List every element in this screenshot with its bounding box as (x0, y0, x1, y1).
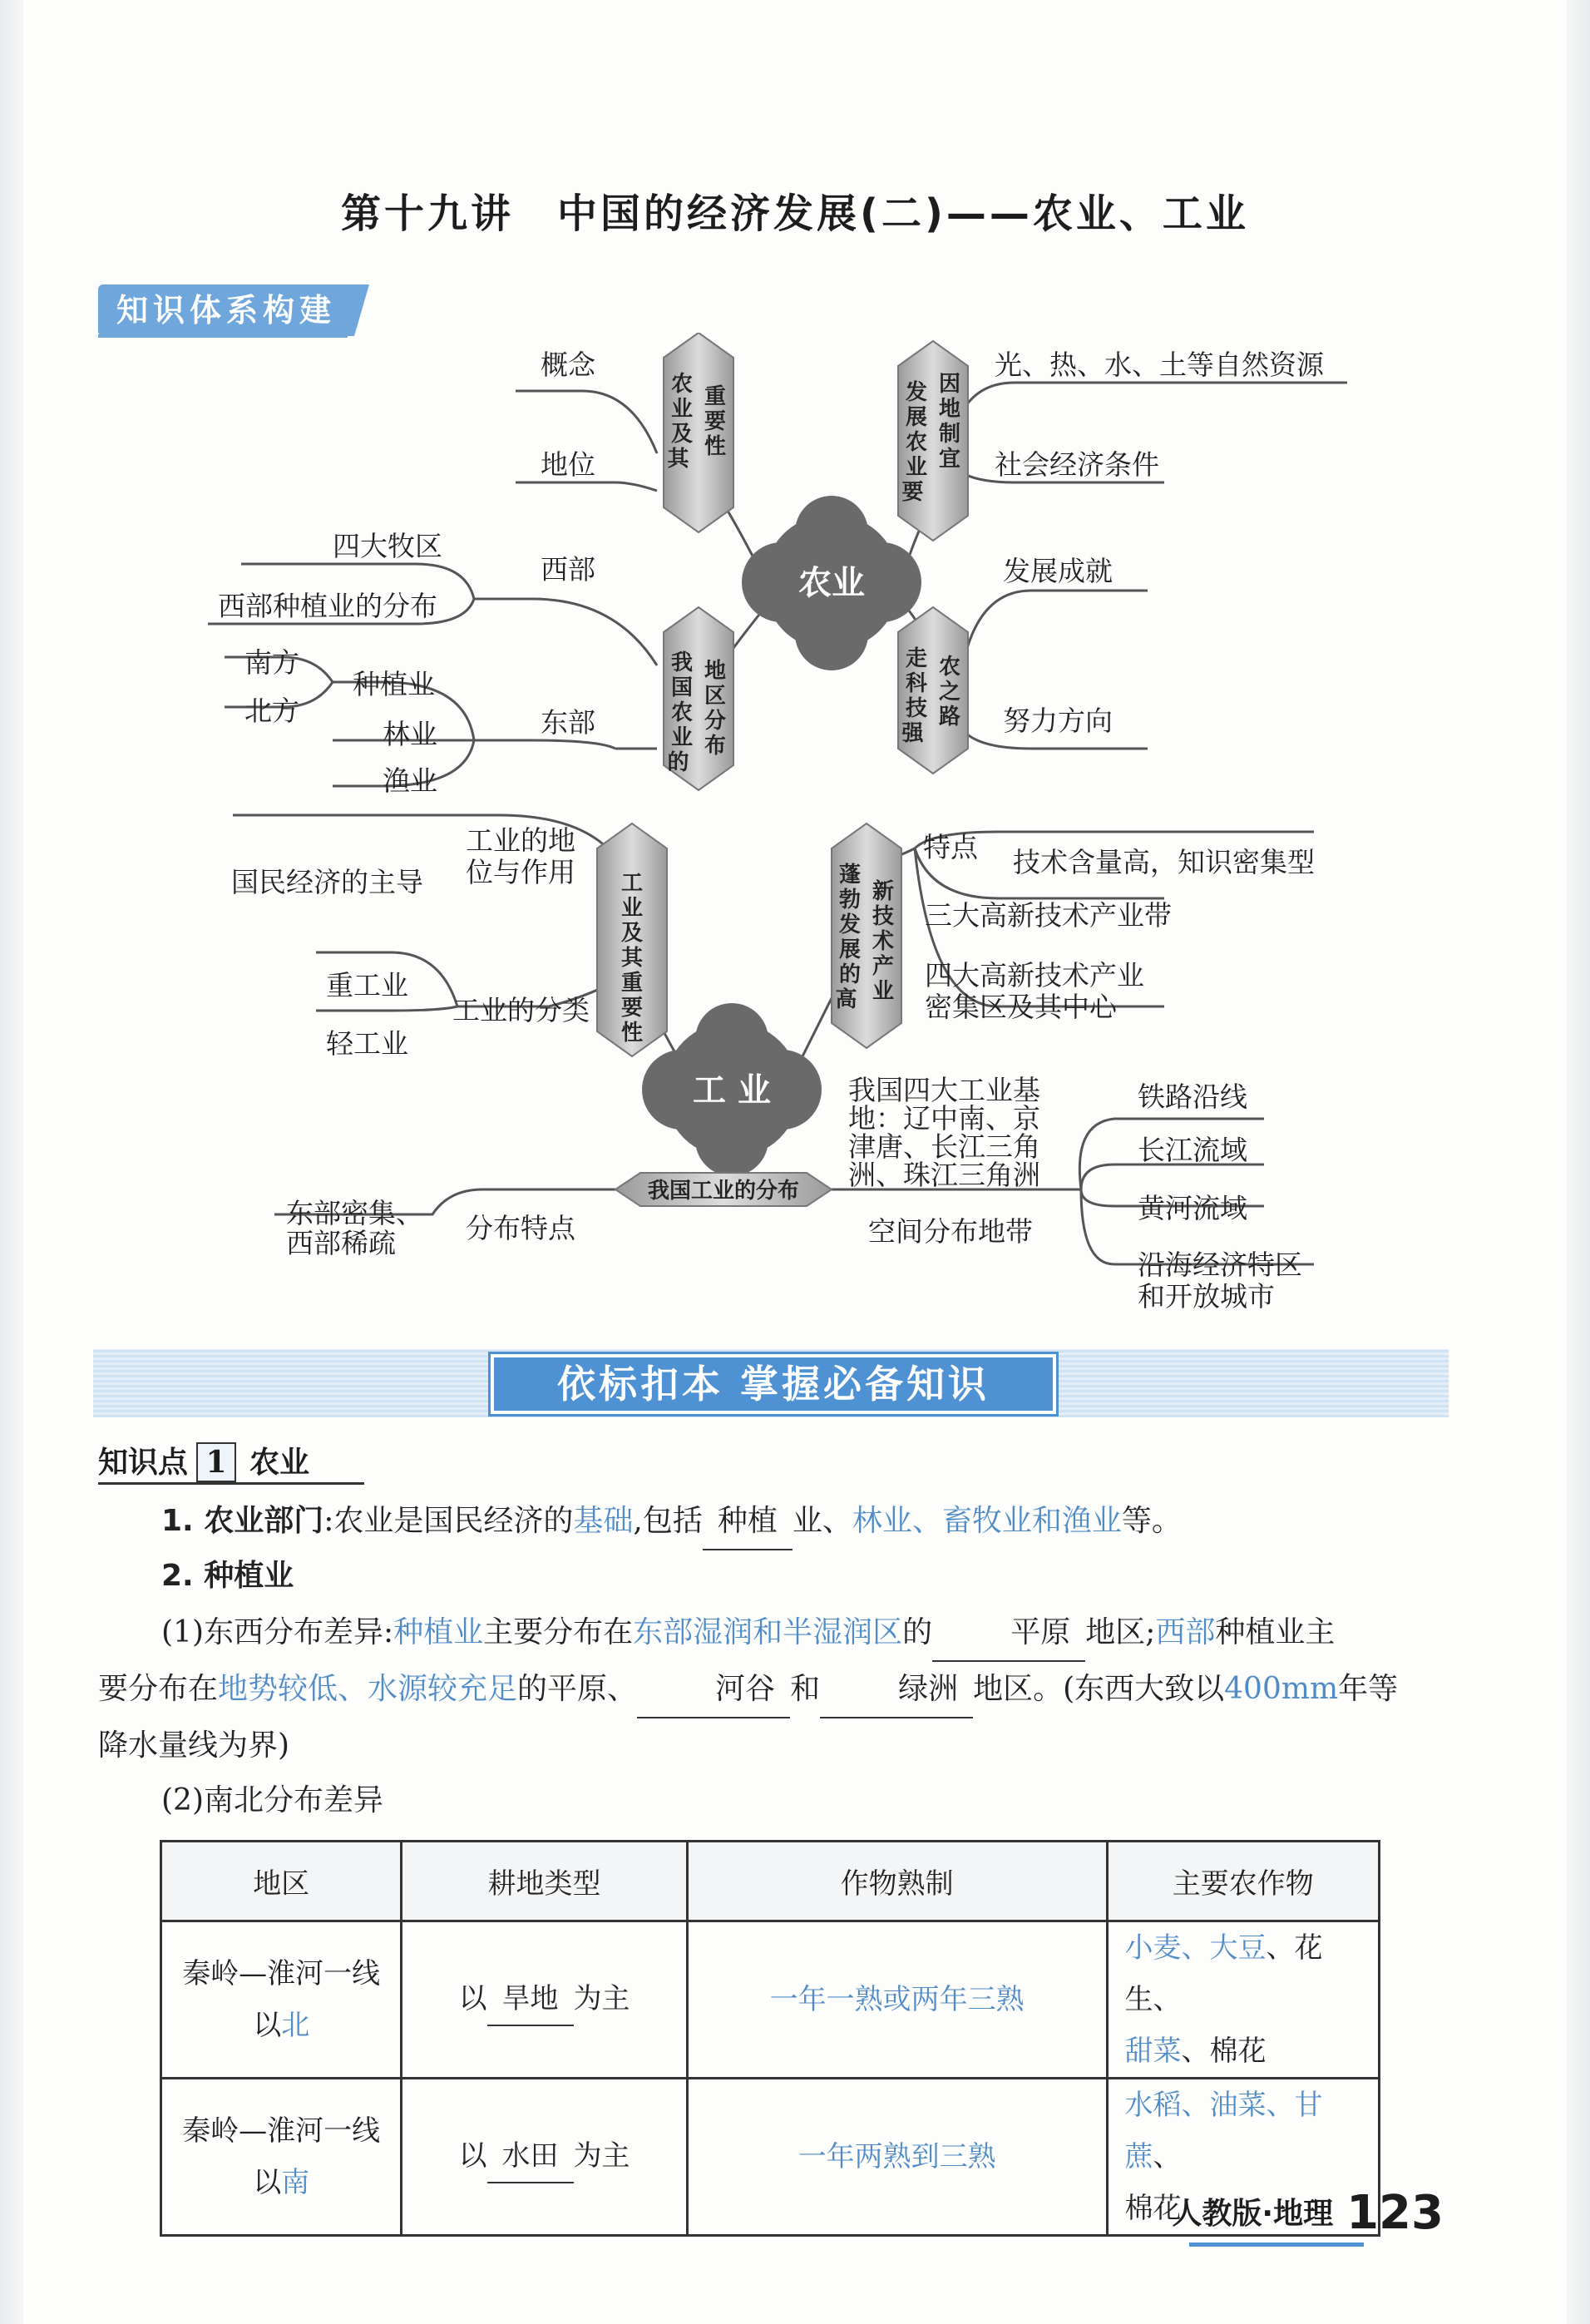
node-ind-dist (615, 1173, 832, 1206)
leaf-forestry: 林业 (383, 718, 437, 750)
leaf-concept: 概念 (541, 349, 595, 381)
node-agri-local-label: 发展农业要 因地制宜 (901, 372, 961, 505)
leaf-hitech-zones-2: 密集区及其中心 (925, 991, 1117, 1023)
p3-t10: 年等 (1338, 1672, 1399, 1706)
p3-t4: 地区; (1085, 1615, 1156, 1649)
node-agri-importance (664, 333, 733, 532)
page-number: 123 (1346, 2186, 1444, 2240)
node-agri-dist-label: 我国农业的 地区分布 (667, 650, 727, 775)
node-agri-tech (898, 607, 968, 774)
leaf-status: 地位 (541, 448, 595, 481)
p3-answer-1: 种植业 (393, 1615, 484, 1649)
p3-answer-2: 东部湿润和半湿润区 (633, 1615, 903, 1649)
leaf-hitech-feature-val: 技术含量高，知识密集型 (1013, 846, 1315, 878)
p3-blank-2: 河谷 (637, 1662, 790, 1718)
leaf-four-bases-4: 洲、珠江三角洲 (848, 1159, 1040, 1191)
cell-text: 棉花 (1124, 2192, 1182, 2225)
page-footer (1172, 2186, 1444, 2240)
ind-center-label: 工 业 (693, 1071, 771, 1110)
section-banner: 依标扣本 掌握必备知识 (491, 1354, 1056, 1414)
mind-map (0, 333, 1590, 1331)
footer-edition: 人教版·地理 (1172, 2197, 1334, 2231)
leaf-dist-feature-left-2: 西部稀疏 (286, 1227, 396, 1259)
p3-blank-3: 绿洲 (820, 1662, 973, 1718)
cell-text: 秦岭—淮河一线 (182, 1957, 381, 1990)
kp-number: 1 (196, 1442, 236, 1482)
table-cell-region (161, 2079, 402, 2236)
p1-answer-2: 林业、畜牧业和渔业 (852, 1504, 1122, 1538)
leaf-dist-feature-left-1: 东部密集、 (286, 1197, 423, 1229)
leaf-hitech-feature: 特点 (923, 831, 978, 863)
cell-text: 、 (1153, 2140, 1182, 2173)
leaf-railway: 铁路沿线 (1138, 1080, 1247, 1113)
p1-t2: ,包括 (633, 1504, 703, 1538)
leaf-natural-resources: 光、热、水、土等自然资源 (995, 349, 1324, 381)
p3-answer-3: 西部 (1155, 1615, 1216, 1649)
p3-t2: 主要分布在 (483, 1615, 634, 1649)
cell-blank: 水田 (487, 2130, 574, 2183)
node-agri-dist (664, 607, 733, 790)
p1-t1: :农业是国民经济的 (323, 1504, 574, 1538)
cell-text: 为主 (573, 2139, 630, 2173)
leaf-socioeconomic: 社会经济条件 (995, 448, 1159, 481)
p1-blank-1: 种植 (703, 1494, 793, 1550)
kp-underline (98, 1482, 364, 1485)
cell-text: 、花生、 (1124, 1931, 1323, 2016)
table-cell-land (402, 1921, 687, 2079)
p3-answer-5: 400mm (1224, 1672, 1339, 1706)
table-header: 作物熟制 (687, 1842, 1107, 1921)
table-cell-region (161, 1921, 402, 2079)
node-ind-importance-label: 工业及其重要性 (620, 871, 644, 1046)
leaf-space-belt: 空间分布地带 (868, 1215, 1033, 1248)
leaf-light: 轻工业 (326, 1027, 408, 1060)
leaf-west: 西部 (541, 553, 595, 586)
table-header-row (161, 1842, 1380, 1921)
p3-t1: (1)东西分布差异: (161, 1615, 394, 1649)
leaf-four-bases-2: 地：辽中南、京 (848, 1102, 1040, 1135)
leaf-ind-class: 工业的分类 (452, 994, 590, 1026)
paragraph-agri-sectors (98, 1494, 1454, 1550)
leaf-yangtze: 长江流域 (1138, 1134, 1247, 1166)
footer-underline (1189, 2242, 1364, 2247)
node-agri-tech-label: 走科技强 农之路 (901, 646, 961, 746)
p3-blank-1: 平原 (932, 1605, 1085, 1662)
leaf-west-crops: 西部种植业的分布 (218, 590, 437, 622)
p1-t4: 等。 (1121, 1504, 1182, 1538)
cell-text: 以 (253, 2009, 282, 2042)
p3-t3: 的 (902, 1615, 933, 1649)
leaf-heavy: 重工业 (326, 969, 408, 1001)
p4-t1: (2)南北分布差异 (161, 1783, 383, 1817)
cell-text: 秦岭—淮河一线 (182, 2114, 381, 2148)
kp-label: 知识点 (98, 1446, 189, 1480)
cell-blank: 旱地 (487, 1973, 574, 2026)
p2-head: 2. 种植业 (161, 1559, 294, 1593)
cell-answer: 甜菜 (1124, 2035, 1182, 2068)
cell-text: 、棉花 (1181, 2035, 1267, 2068)
agri-center-label: 农业 (798, 564, 865, 602)
node-agri-importance-label: 农业及其 重要性 (667, 372, 727, 472)
leaf-four-bases-1: 我国四大工业基 (848, 1074, 1040, 1106)
section-badge: 知识体系构建 (98, 284, 354, 336)
leaf-direction: 努力方向 (1003, 705, 1113, 737)
p3-t9: 地区。(东西大致以 (973, 1672, 1225, 1706)
page-title: 第十九讲 中国的经济发展(二)——农业、工业 (341, 190, 1249, 237)
north-south-table (160, 1840, 1380, 2237)
leaf-north: 北方 (244, 695, 299, 727)
table-cell-cropping: 一年一熟或两年三熟 (687, 1921, 1107, 2079)
leaf-zhongzhi: 种植业 (353, 668, 435, 700)
paragraph-north-south (98, 1773, 1454, 1828)
cell-text: 以 (458, 2139, 487, 2173)
table-cell-crops (1107, 1921, 1379, 2079)
p3-t7: 的平原、 (517, 1672, 638, 1706)
table-header: 耕地类型 (402, 1842, 687, 1921)
p3-t11: 降水量线为界) (98, 1728, 290, 1763)
cell-answer: 小麦、大豆 (1124, 1931, 1267, 1965)
table-row (161, 1921, 1380, 2079)
paragraph-east-west (98, 1605, 1454, 1773)
p3-t6: 要分布在 (98, 1672, 219, 1706)
leaf-four-bases-3: 津唐、长江三角 (848, 1130, 1040, 1163)
node-agri-local (898, 341, 968, 541)
p3-t5: 种植业主 (1215, 1615, 1336, 1649)
table-cell-cropping: 一年两熟到三熟 (687, 2079, 1107, 2236)
cell-text: 以 (253, 2166, 282, 2199)
leaf-east: 东部 (541, 706, 595, 739)
leaf-hitech-belts: 三大高新技术产业带 (925, 899, 1172, 932)
ind-center-node (642, 1003, 822, 1176)
p1-head: 1. 农业部门 (161, 1504, 324, 1538)
paragraph-planting-heading (98, 1549, 1454, 1604)
leaf-dist-feature: 分布特点 (466, 1212, 575, 1244)
p1-answer-1: 基础 (573, 1504, 634, 1538)
leaf-coastal-1: 沿海经济特区 (1138, 1249, 1302, 1281)
leaf-ind-role-2: 位与作用 (466, 856, 575, 888)
leaf-south: 南方 (244, 646, 299, 679)
node-ind-importance (597, 823, 667, 1056)
cell-text: 以 (458, 1982, 487, 2015)
knowledge-point-heading (98, 1439, 309, 1482)
p1-t3: 业、 (792, 1504, 852, 1538)
p3-answer-4: 地势较低、水源较充足 (218, 1672, 518, 1706)
table-cell-land (402, 2079, 687, 2236)
leaf-fishery: 渔业 (383, 764, 437, 797)
leaf-yellow-river: 黄河流域 (1138, 1192, 1247, 1224)
node-hitech (832, 823, 901, 1048)
table-header: 地区 (161, 1842, 402, 1921)
leaf-achievement: 发展成就 (1003, 555, 1113, 587)
cell-answer: 北 (281, 2009, 310, 2042)
leaf-ind-role-left: 国民经济的主导 (231, 866, 423, 898)
node-ind-dist-label: 我国工业的分布 (647, 1179, 800, 1204)
agri-center-node (742, 496, 921, 670)
table-header: 主要农作物 (1107, 1842, 1379, 1921)
p3-t8: 和 (790, 1672, 821, 1706)
leaf-four-pastures: 四大牧区 (333, 530, 442, 562)
leaf-coastal-2: 和开放城市 (1138, 1280, 1275, 1313)
kp-name: 农业 (249, 1446, 310, 1480)
cell-text: 为主 (573, 1982, 630, 2015)
cell-answer: 水稻、油菜、甘蔗 (1124, 2089, 1323, 2173)
cell-answer: 南 (281, 2166, 310, 2199)
node-hitech-label: 蓬勃发展的高 新技术产业 (835, 863, 895, 1012)
leaf-hitech-zones-1: 四大高新技术产业 (925, 959, 1144, 991)
leaf-ind-role-1: 工业的地 (466, 824, 575, 857)
